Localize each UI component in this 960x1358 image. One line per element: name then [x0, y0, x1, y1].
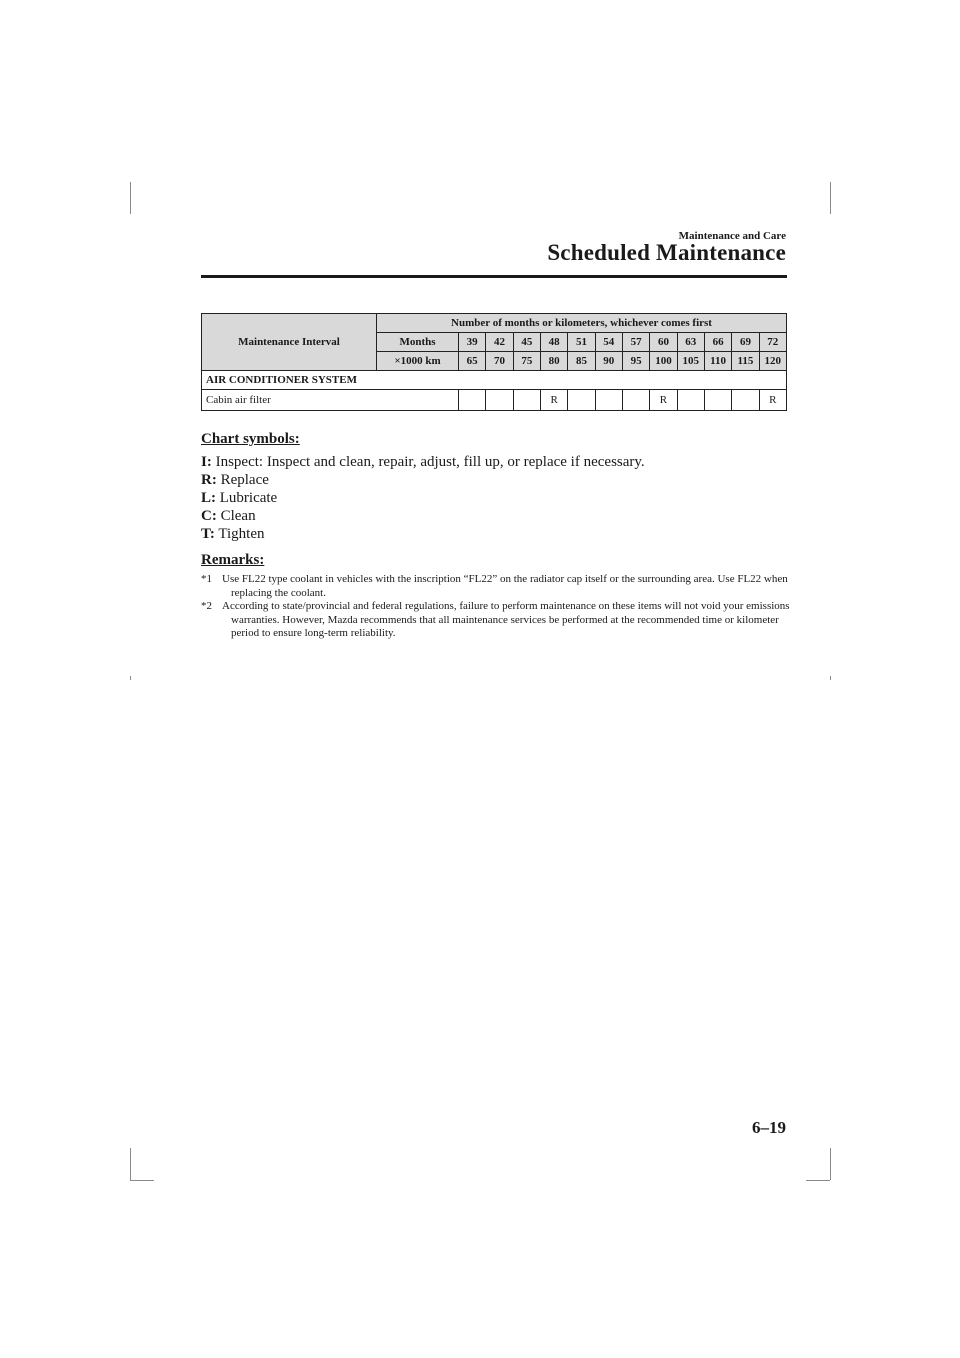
crop-mark [830, 676, 831, 680]
remark-text: According to state/provincial and federal regulations, failure to perform maintenance on these items will not void your emissions warranties. However, Mazda recommends that all maintenance services be performed at the recommended time or kilometer period to ensure long-term reliability. [222, 600, 790, 639]
remark-item [201, 573, 791, 600]
months-cell: 51 [568, 333, 595, 352]
months-cell: 63 [677, 333, 704, 352]
crop-mark [830, 1148, 831, 1180]
km-cell: 85 [568, 352, 595, 371]
months-label-cell: Months [377, 333, 459, 352]
schedule-mark-cell: R [650, 390, 677, 411]
remarks-title: Remarks: [201, 552, 265, 568]
km-cell: 70 [486, 352, 513, 371]
section-label: Maintenance and Care [678, 230, 786, 242]
schedule-mark-cell [513, 390, 540, 411]
schedule-mark-cell [568, 390, 595, 411]
schedule-mark-cell: R [540, 390, 567, 411]
months-cell: 66 [704, 333, 731, 352]
schedule-mark-cell: R [759, 390, 786, 411]
km-cell: 75 [513, 352, 540, 371]
symbol-code: L: [201, 490, 216, 506]
km-cell: 110 [704, 352, 731, 371]
km-cell: 105 [677, 352, 704, 371]
months-cell: 60 [650, 333, 677, 352]
symbol-item [201, 508, 256, 525]
symbol-code: T: [201, 526, 215, 542]
months-cell: 57 [622, 333, 649, 352]
km-cell: 115 [732, 352, 759, 371]
group-row [202, 371, 787, 390]
km-cell: 80 [540, 352, 567, 371]
item-name-cell: Cabin air filter [202, 390, 459, 411]
symbol-code: R: [201, 472, 217, 488]
symbol-text: Inspect: Inspect and clean, repair, adjust, fill up, or replace if necessary. [215, 454, 645, 470]
months-cell: 48 [540, 333, 567, 352]
km-cell: 90 [595, 352, 622, 371]
symbol-item [201, 472, 269, 489]
months-cell: 69 [732, 333, 759, 352]
remark-number: *2 [201, 600, 212, 612]
symbol-text: Tighten [218, 526, 265, 542]
km-cell: 100 [650, 352, 677, 371]
page-title: Scheduled Maintenance [547, 240, 786, 265]
symbol-item [201, 526, 265, 543]
symbol-text: Lubricate [219, 490, 278, 506]
crop-mark [806, 1180, 830, 1181]
symbol-item [201, 454, 645, 471]
remark-text: Use FL22 type coolant in vehicles with the inscription “FL22” on the radiator cap itself or the surrounding area. Use FL22 when replacing the coolant. [222, 573, 788, 599]
page-number: 6–19 [752, 1118, 786, 1137]
months-cell: 45 [513, 333, 540, 352]
chart-symbols-title: Chart symbols: [201, 431, 300, 447]
schedule-mark-cell [486, 390, 513, 411]
group-label-cell: AIR CONDITIONER SYSTEM [202, 371, 787, 390]
remark-item [201, 600, 791, 641]
km-cell: 95 [622, 352, 649, 371]
symbol-text: Clean [220, 508, 256, 524]
symbol-text: Replace [220, 472, 269, 488]
schedule-mark-cell [595, 390, 622, 411]
km-cell: 120 [759, 352, 786, 371]
interval-label-cell: Maintenance Interval [202, 314, 377, 371]
schedule-mark-cell [732, 390, 759, 411]
km-cell: 65 [459, 352, 486, 371]
months-cell: 42 [486, 333, 513, 352]
months-cell: 39 [459, 333, 486, 352]
maintenance-schedule-table [201, 313, 787, 411]
schedule-mark-cell [677, 390, 704, 411]
symbol-code: C: [201, 508, 217, 524]
crop-mark [830, 182, 831, 214]
crop-mark [130, 676, 131, 680]
crop-mark [130, 1180, 154, 1181]
schedule-mark-cell [459, 390, 486, 411]
header-rule [201, 275, 787, 278]
span-label-cell: Number of months or kilometers, whichever comes first [377, 314, 787, 333]
schedule-mark-cell [704, 390, 731, 411]
crop-mark [130, 182, 131, 214]
km-label-cell: ×1000 km [377, 352, 459, 371]
remark-number: *1 [201, 573, 212, 585]
schedule-mark-cell [622, 390, 649, 411]
symbol-item [201, 490, 277, 507]
months-cell: 54 [595, 333, 622, 352]
crop-mark [130, 1148, 131, 1180]
months-cell: 72 [759, 333, 786, 352]
table-row [202, 390, 787, 411]
symbol-code: I: [201, 454, 212, 470]
